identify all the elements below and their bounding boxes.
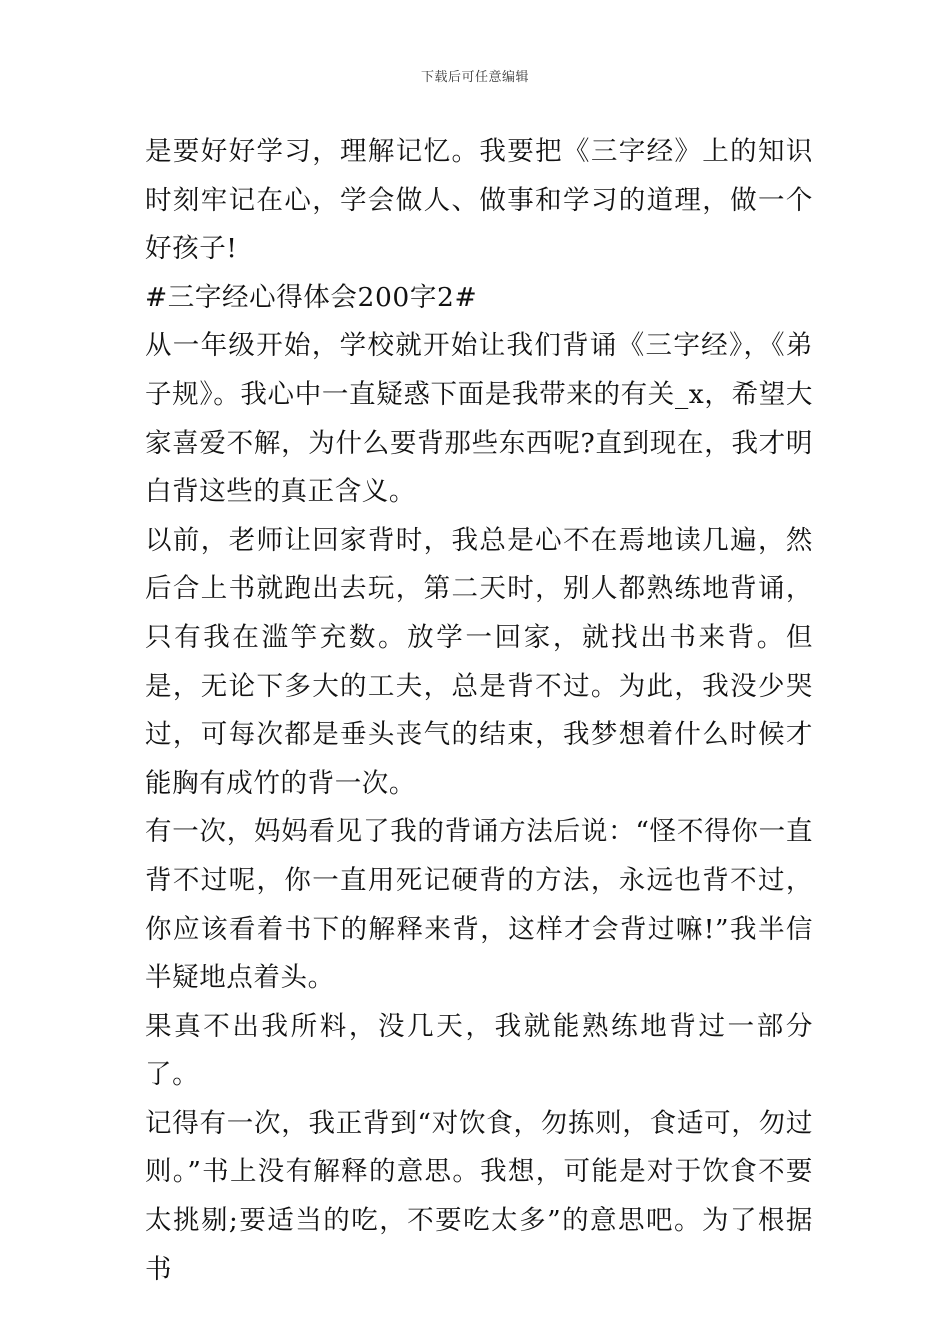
paragraph: 果真不出我所料，没几天，我就能熟练地背过一部分了。 — [145, 1010, 813, 1091]
paragraph: 以前，老师让回家背时，我总是心不在焉地读几遍，然后合上书就跑出去玩，第二天时，别人都熟练地背诵，只有我在滥竽充数。放学一回家，就找出书来背。但是，无论下多大的工夫，总是背不过。为此，我没少哭过，可每次都是垂头丧气的结束，我梦想着什么时候才能胸有成竹的背一次。 — [145, 524, 813, 799]
paragraph: 从一年级开始，学校就开始让我们背诵《三字经》，《弟子规》。我心中一直疑惑下面是我带来的有关_x，希望大家喜爱不解，为什么要背那些东西呢?直到现在，我才明白背这些的真正含义。 — [145, 330, 813, 508]
page-header-note: 下载后可任意编辑 — [420, 70, 529, 85]
paragraph: 有一次，妈妈看见了我的背诵方法后说：“怪不得你一直背不过呢，你一直用死记硬背的方法，永远也背不过，你应该看着书下的解释来背，这样才会背过嘛!”我半信半疑地点着头。 — [145, 816, 813, 994]
section-heading: #三字经心得体会200字2# — [145, 281, 478, 313]
paragraph: 是要好好学习，理解记忆。我要把《三字经》上的知识时刻牢记在心，学会做人、做事和学习的道理，做一个好孩子! — [145, 136, 813, 265]
document-body — [145, 128, 813, 1294]
paragraph: 记得有一次，我正背到“对饮食，勿拣则，食适可，勿过则。”书上没有解释的意思。我想，可能是对于饮食不要太挑剔;要适当的吃，不要吃太多”的意思吧。为了根据书 — [145, 1107, 813, 1285]
